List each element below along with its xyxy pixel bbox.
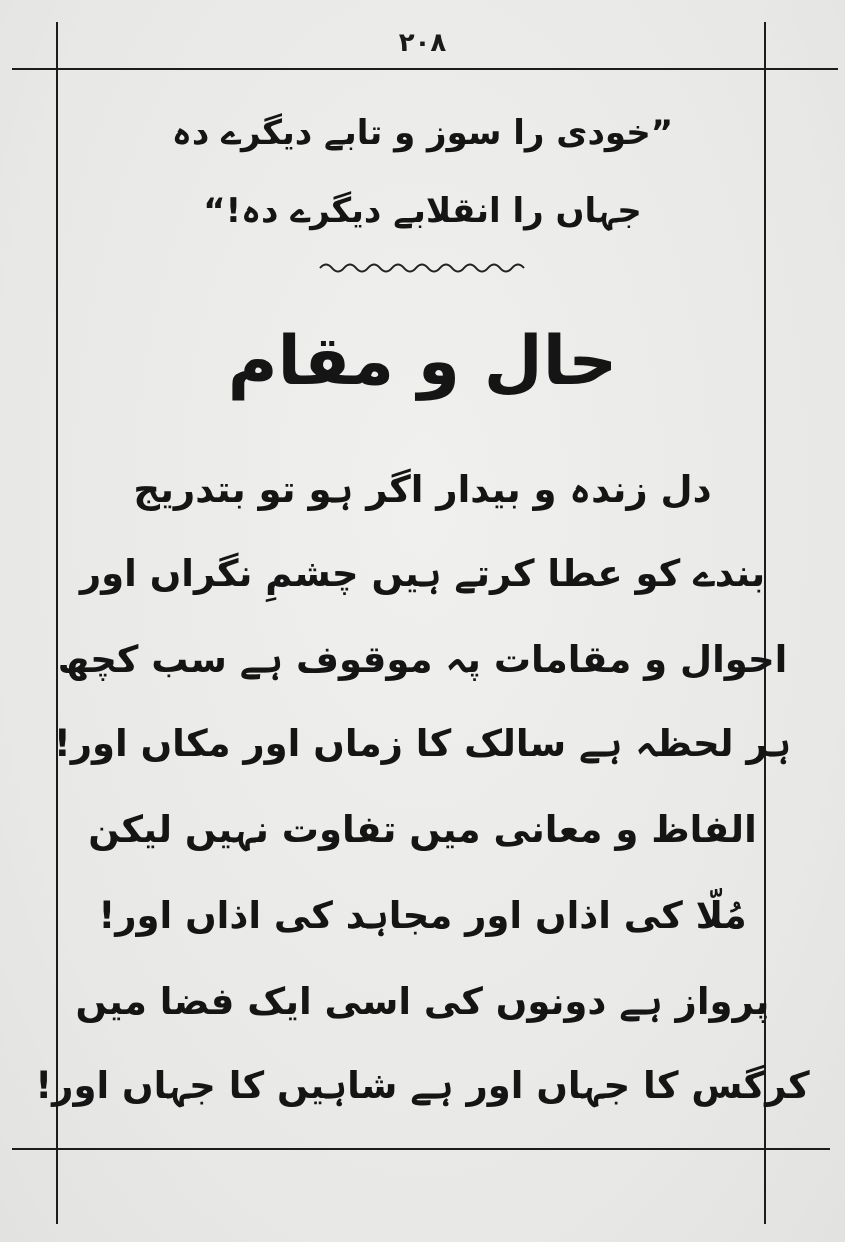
wavy-divider-ornament <box>318 256 528 280</box>
verse-line-1: دل زندہ و بیدار اگر ہو تو بتدریج <box>133 468 712 511</box>
poem-title: حال و مقام <box>227 322 618 401</box>
page-number: ۲۰۸ <box>398 28 447 58</box>
verse-line-5: الفاظ و معانی میں تفاوت نہیں لیکن <box>88 808 757 851</box>
quote-line-1: ”خودی را سوز و تابے دیگرے دہ <box>171 113 674 153</box>
quote-line-2: جہاں را انقلابے دیگرے دہ!“ <box>203 191 642 231</box>
bottom-border-line <box>12 1148 830 1150</box>
verse-line-8: کرگس کا جہاں اور ہے شاہیں کا جہاں اور! <box>35 1064 810 1107</box>
verse-line-2: بندے کو عطا کرتے ہیں چشمِ نگراں اور <box>79 552 766 595</box>
verse-line-7: پرواز ہے دونوں کی اسی ایک فضا میں <box>75 980 770 1023</box>
verse-line-4: ہر لحظہ ہے سالک کا زماں اور مکاں اور! <box>53 722 792 765</box>
verse-line-6: مُلّا کی اذاں اور مجاہد کی اذاں اور! <box>98 894 747 937</box>
top-border-line <box>12 68 838 70</box>
verse-line-3: احوال و مقامات پہ موقوف ہے سب کچھ <box>57 638 788 681</box>
